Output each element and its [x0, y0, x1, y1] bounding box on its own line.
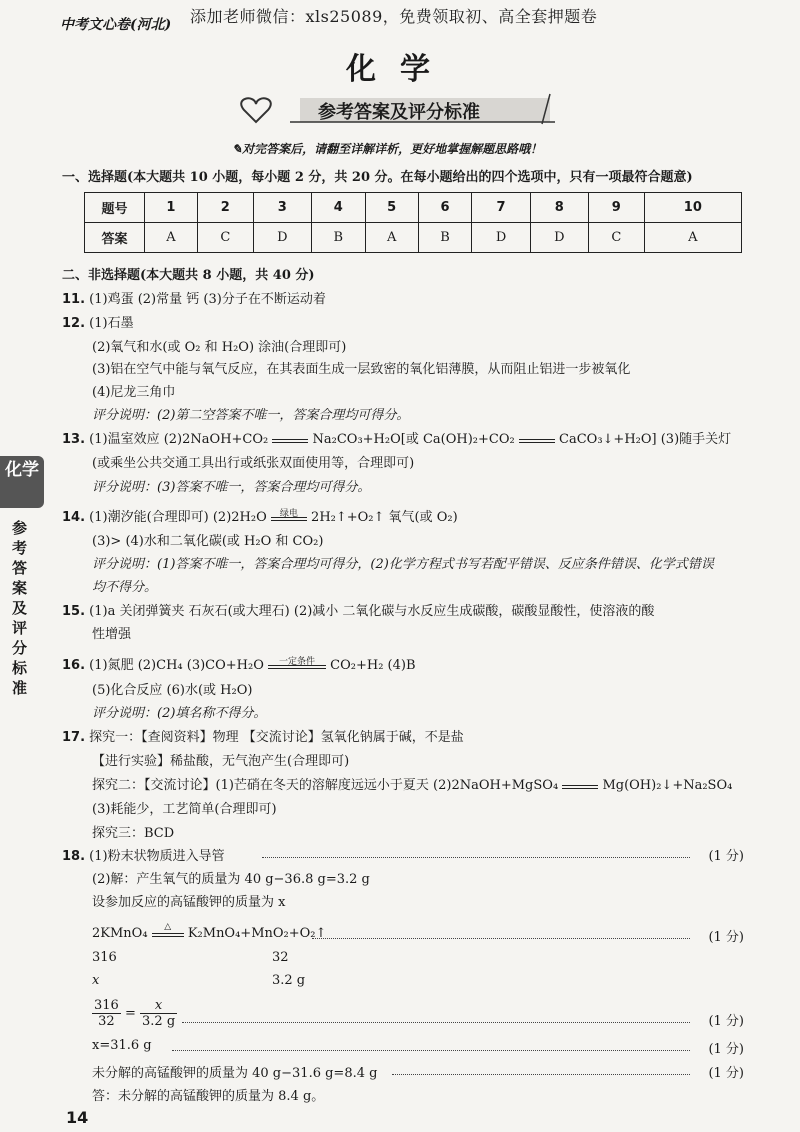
q16-scoring-note: 评分说明：(2)填名称不得分。 — [92, 706, 267, 721]
answer-text: (1)温室效应 (2)2NaOH+CO₂ — [89, 432, 269, 447]
table-cell: D — [253, 223, 311, 253]
side-label: 参考答案及评分标准 — [12, 519, 28, 697]
table-cell: D — [472, 223, 530, 253]
score-mark: (1 分) — [708, 1066, 744, 1081]
table-cell: D — [530, 223, 588, 253]
dotted-leader — [172, 1050, 690, 1051]
table-cell: 8 — [530, 193, 588, 223]
table-cell: 7 — [472, 193, 530, 223]
answer-text: Na₂CO₃+H₂O[或 Ca(OH)₂+CO₂ — [312, 432, 515, 447]
q18-line1 — [62, 845, 225, 864]
q13-line2: (或乘坐公共交通工具出行或纸张双面使用等，合理即可) — [92, 456, 415, 471]
molar-mass-1: 316 — [92, 950, 117, 965]
answer-text: 探究一：【查阅资料】物理 【交流讨论】氢氧化钠属于碱，不是盐 — [89, 730, 464, 745]
q12-line3: (3)铝在空气中能与氧气反应，在其表面生成一层致密的氧化铝薄膜，从而阻止铝进一步被氧化 — [92, 362, 631, 377]
q12-line4: (4)尼龙三角巾 — [92, 385, 176, 400]
q12-scoring-note: 评分说明：(2)第二空答案不唯一，答案合理均可得分。 — [92, 408, 410, 423]
q14-line2: (3)> (4)水和二氧化碳(或 H₂O 和 CO₂) — [92, 534, 324, 549]
watermark: 添加老师微信：xls25089，免费领取初、高全套押题卷 — [190, 7, 598, 26]
header-series: 中考文心卷(河北) — [60, 17, 172, 33]
q16-line1 — [62, 654, 416, 673]
answer-text: Mg(OH)₂↓+Na₂SO₄ — [602, 778, 733, 793]
q12-line2: (2)氧气和水(或 O₂ 和 H₂O) 涂油(合理即可) — [92, 340, 347, 355]
q17-line3 — [92, 774, 732, 793]
q13-scoring-note: 评分说明：(3)答案不唯一，答案合理均可得分。 — [92, 480, 371, 495]
table-cell: 9 — [588, 193, 644, 223]
heart-icon — [241, 98, 271, 122]
q17-line4: (3)耗能少，工艺简单(合理即可) — [92, 802, 277, 817]
pencil-icon: ✎ — [232, 142, 243, 156]
table-cell: A — [365, 223, 418, 253]
q18-answer: 答：未分解的高锰酸钾的质量为 8.4 g。 — [92, 1089, 325, 1104]
question-number: 12. — [62, 316, 86, 331]
page-title: 化学 — [346, 52, 454, 87]
equals-sign — [562, 785, 598, 793]
table-cell: 1 — [145, 193, 198, 223]
section-choice-heading: 一、选择题(本大题共 10 小题，每小题 2 分，共 20 分。在每小题给出的四个选项中，只有一项最符合题意) — [62, 170, 693, 185]
equation-reactant: 2KMnO₄ — [92, 926, 148, 941]
table-cell: A — [644, 223, 741, 253]
reaction-condition: 一定条件 — [268, 665, 326, 673]
q12-line1 — [62, 312, 134, 331]
table-cell: B — [418, 223, 472, 253]
q14-line1 — [62, 506, 458, 525]
table-cell: A — [145, 223, 198, 253]
q18-proportion: $\frac{316}{32}$ = $\frac{x}{3.2 g}$ — [94, 998, 176, 1029]
table-cell: C — [197, 223, 253, 253]
dotted-leader — [392, 1074, 690, 1075]
question-number: 14. — [62, 510, 86, 525]
question-number: 11. — [62, 292, 86, 307]
q18-equation — [92, 922, 327, 941]
banner-title: 参考答案及评分标准 — [318, 102, 480, 123]
q18-line3: 设参加反应的高锰酸钾的质量为 x — [92, 895, 286, 910]
equation-products: K₂MnO₄+MnO₂+O₂↑ — [187, 926, 327, 941]
q17-line5: 探究三：BCD — [92, 826, 175, 841]
table-cell: 2 — [197, 193, 253, 223]
table-cell: 3 — [253, 193, 311, 223]
question-number: 13. — [62, 432, 86, 447]
answer-text: (1)氮肥 (2)CH₄ (3)CO+H₂O — [89, 658, 264, 673]
q14-scoring-note-1: 评分说明：(1)答案不唯一，答案合理均可得分，(2)化学方程式书写若配平错误、反应条件错误、化学式错误 — [92, 557, 714, 572]
answer-text: CO₂+H₂ (4)B — [330, 658, 416, 673]
score-mark: (1 分) — [708, 930, 744, 945]
fraction-left: $\frac{316}{32}$ — [94, 998, 119, 1029]
question-number: 18. — [62, 849, 86, 864]
q14-scoring-note-2: 均不得分。 — [92, 580, 158, 595]
molar-mass-2: 32 — [272, 950, 289, 965]
unknown-mass: x — [92, 973, 100, 988]
q13-line1 — [62, 428, 731, 447]
answer-text: (1)粉末状物质进入导管 — [89, 849, 225, 864]
q18-remaining: 未分解的高锰酸钾的质量为 40 g−31.6 g=8.4 g — [92, 1066, 378, 1081]
answer-text: 探究二：【交流讨论】(1)芒硝在冬天的溶解度远远小于夏天 (2)2NaOH+MgSO₄ — [92, 778, 559, 793]
question-number: 16. — [62, 658, 86, 673]
q18-line2: (2)解：产生氧气的质量为 40 g−36.8 g=3.2 g — [92, 872, 370, 887]
reaction-condition: 绿电 — [271, 517, 307, 525]
answer-text: CaCO₃↓+H₂O] (3)随手关灯 — [559, 432, 732, 447]
score-mark: (1 分) — [708, 1014, 744, 1029]
page-number: 14 — [66, 1108, 89, 1127]
q11 — [62, 288, 326, 307]
answer-text: (1)石墨 — [89, 316, 134, 331]
q18-result-x: x=31.6 g — [92, 1038, 152, 1053]
question-number: 17. — [62, 730, 86, 745]
dotted-leader — [182, 1022, 690, 1023]
fraction-right: $\frac{x}{3.2 g}$ — [142, 998, 176, 1029]
score-mark: (1 分) — [708, 1042, 744, 1057]
dotted-leader — [262, 857, 690, 858]
question-number: 15. — [62, 604, 86, 619]
table-row-numbers — [85, 193, 742, 223]
q17-line1 — [62, 726, 464, 745]
score-mark: (1 分) — [708, 849, 744, 864]
q15-line1 — [62, 600, 654, 619]
q17-line2: 【进行实验】稀盐酸，无气泡产生(合理即可) — [92, 754, 350, 769]
reaction-condition: △ — [152, 933, 184, 941]
tip-line — [232, 140, 542, 157]
table-cell: 10 — [644, 193, 741, 223]
table-cell: C — [588, 223, 644, 253]
answer-text: (1)潮汐能(合理即可) (2)2H₂O — [89, 510, 267, 525]
table-header-cell: 答案 — [85, 223, 145, 253]
answer-table — [84, 192, 742, 253]
table-row-answers — [85, 223, 742, 253]
table-header-cell: 题号 — [85, 193, 145, 223]
answer-text: (1)鸡蛋 (2)常量 钙 (3)分子在不断运动着 — [89, 292, 326, 307]
known-mass: 3.2 g — [272, 973, 306, 988]
table-cell: 6 — [418, 193, 472, 223]
equals-sign — [519, 439, 555, 447]
table-cell: 4 — [311, 193, 365, 223]
side-subject-tab: 化学 — [0, 456, 44, 508]
section-nonchoice-heading: 二、非选择题(本大题共 8 小题，共 40 分) — [62, 268, 315, 283]
table-cell: 5 — [365, 193, 418, 223]
q15-line2: 性增强 — [92, 627, 132, 642]
q16-line2: (5)化合反应 (6)水(或 H₂O) — [92, 683, 253, 698]
table-cell: B — [311, 223, 365, 253]
dotted-leader — [312, 938, 690, 939]
tip-text: 对完答案后，请翻至详解详析，更好地掌握解题思路哦！ — [242, 142, 543, 156]
answer-text: 2H₂↑+O₂↑ 氧气(或 O₂) — [311, 510, 458, 525]
equals-sign — [272, 439, 308, 447]
answer-text: (1)a 关闭弹簧夹 石灰石(或大理石) (2)减小 二氧化碳与水反应生成碳酸，碳酸显酸性，使溶液的酸 — [89, 604, 655, 619]
